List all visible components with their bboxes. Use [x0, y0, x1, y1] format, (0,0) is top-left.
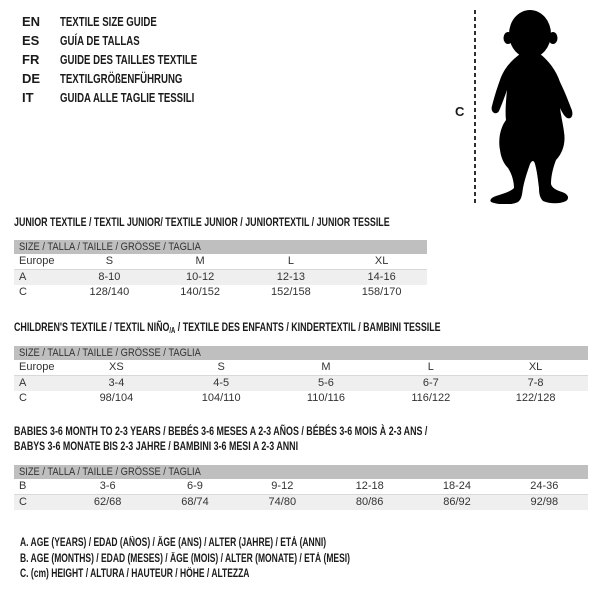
size-value-cell: 152/158: [270, 286, 311, 298]
children-table-title-text: [14, 320, 441, 338]
table-row: [14, 495, 588, 510]
junior-table-title: [14, 215, 522, 230]
size-value-cell: 98/104: [99, 392, 134, 404]
row-label: B: [19, 480, 27, 492]
children-title-pre: CHILDREN'S TEXTILE / TEXTIL NIÑO: [14, 320, 170, 334]
table-row: [14, 376, 588, 391]
table-row: [14, 391, 588, 406]
size-table-header: [14, 240, 427, 254]
table-row: [14, 270, 427, 285]
language-row-de: [22, 69, 245, 88]
language-code: IT: [22, 90, 34, 105]
legend: [20, 536, 466, 583]
size-value-cell: 6-9: [187, 480, 203, 492]
size-value-cell: 74/80: [268, 496, 297, 508]
language-row-es: [22, 31, 245, 50]
row-label: C: [19, 286, 27, 298]
language-label: TEXTILE SIZE GUIDE: [60, 14, 157, 29]
table-row: [14, 254, 427, 270]
babies-title-line-2: BABYS 3-6 MONATE BIS 2-3 JAHRE / BAMBINI 3-6 MESI A 2-3 ANNI: [14, 439, 299, 453]
legend-line-b-text: B. AGE (MONTHS) / EDAD (MESES) / ÂGE (MOIS) / ALTER (MONATE) / ETÀ (MESI): [20, 552, 350, 565]
table-row: [14, 360, 588, 376]
size-value-cell: M: [195, 255, 205, 267]
language-code: ES: [22, 33, 40, 48]
language-code: FR: [22, 52, 40, 67]
size-table-header-text: SIZE / TALLA / TAILLE / GRÖSSE / TAGLIA: [19, 466, 201, 478]
table-row: [14, 285, 427, 300]
height-measure-dashed-line: [474, 10, 476, 206]
size-value-cell: 9-12: [271, 480, 294, 492]
size-value-cell: 14-16: [367, 271, 396, 283]
size-value-cell: 4-5: [213, 377, 230, 389]
language-label: TEXTILGRÖßENFÜHRUNG: [60, 71, 183, 86]
language-row-fr: [22, 50, 245, 69]
language-label: GUIDE DES TAILLES TEXTILE: [60, 52, 198, 67]
row-label: Europe: [19, 255, 55, 267]
junior-table-title-text: JUNIOR TEXTILE / TEXTIL JUNIOR/ TEXTILE JUNIOR / JUNIORTEXTIL / JUNIOR TESSILE: [14, 215, 390, 229]
babies-table-title: [14, 424, 573, 454]
size-value-cell: 6-7: [422, 377, 439, 389]
size-value-cell: 116/122: [411, 392, 451, 404]
size-value-cell: 140/152: [180, 286, 220, 298]
size-table-header: [14, 465, 588, 479]
size-value-cell: 10-12: [186, 271, 215, 283]
size-value-cell: 80/86: [355, 496, 384, 508]
babies-size-table: [14, 465, 588, 510]
children-title-post: / TEXTILE DES ENFANTS / KINDERTEXTIL / BAMBINI TESSILE: [175, 320, 441, 334]
size-value-cell: 12-13: [276, 271, 305, 283]
children-table-title: [14, 320, 590, 338]
size-value-cell: XL: [528, 361, 543, 373]
size-value-cell: L: [287, 255, 294, 267]
size-value-cell: 24-36: [530, 480, 559, 492]
height-measure-label: C: [455, 104, 465, 119]
size-value-cell: 104/110: [201, 392, 241, 404]
legend-line-c: [20, 567, 466, 583]
size-value-cell: S: [217, 361, 225, 373]
row-label: A: [19, 377, 27, 389]
legend-line-a-text: A. AGE (YEARS) / EDAD (AÑOS) / ÂGE (ANS) / ALTER (JAHRE) / ETÀ (ANNI): [20, 537, 327, 549]
legend-line-b: [20, 552, 466, 568]
baby-silhouette-icon: [486, 8, 574, 204]
size-value-cell: S: [105, 255, 114, 267]
row-label: Europe: [19, 361, 55, 373]
size-value-cell: 86/92: [443, 496, 471, 508]
size-value-cell: 62/68: [93, 496, 122, 508]
size-value-cell: 3-4: [108, 377, 125, 389]
row-label: C: [19, 392, 27, 404]
size-value-cell: 18-24: [442, 480, 472, 492]
table-row: [14, 479, 588, 495]
size-table-header-text: SIZE / TALLA / TAILLE / GRÖSSE / TAGLIA: [19, 241, 201, 253]
language-label: GUÍA DE TALLAS: [60, 33, 140, 48]
size-table-header-text: SIZE / TALLA / TAILLE / GRÖSSE / TAGLIA: [19, 347, 201, 359]
language-row-en: [22, 12, 245, 31]
row-label: A: [19, 271, 27, 283]
legend-line-c-text: C. (cm) HEIGHT / ALTURA / HAUTEUR / HÖHE / ALTEZZA: [20, 568, 250, 580]
size-value-cell: 110/116: [306, 392, 346, 404]
size-value-cell: XL: [374, 255, 389, 267]
legend-line-a: [20, 536, 466, 552]
language-code: DE: [22, 71, 41, 86]
children-size-table: [14, 346, 588, 406]
size-value-cell: 12-18: [355, 480, 384, 492]
size-value-cell: M: [321, 361, 331, 373]
size-value-cell: 7-8: [527, 377, 544, 389]
size-value-cell: 92/98: [530, 496, 559, 508]
size-value-cell: XS: [109, 361, 124, 373]
size-value-cell: L: [427, 361, 434, 373]
junior-size-table: [14, 240, 427, 300]
size-table-header: [14, 346, 588, 360]
babies-title-line-1: BABIES 3-6 MONTH TO 2-3 YEARS / BEBÉS 3-6 MESES A 2-3 AÑOS / BÉBÉS 3-6 MOIS À 2-3 ANS /: [14, 424, 428, 438]
language-row-it: [22, 88, 245, 107]
size-value-cell: 68/74: [181, 496, 209, 508]
size-value-cell: 5-6: [318, 377, 334, 389]
size-value-cell: 8-10: [98, 271, 121, 283]
children-title-subscript: /A: [169, 326, 176, 335]
language-label: GUIDA ALLE TAGLIE TESSILI: [60, 90, 195, 105]
size-value-cell: 128/140: [89, 286, 130, 298]
size-value-cell: 122/128: [515, 392, 556, 404]
size-value-cell: 158/170: [361, 286, 402, 298]
row-label: C: [19, 496, 27, 508]
language-code: EN: [22, 14, 41, 29]
size-value-cell: 3-6: [99, 480, 116, 492]
language-list: [22, 12, 245, 107]
